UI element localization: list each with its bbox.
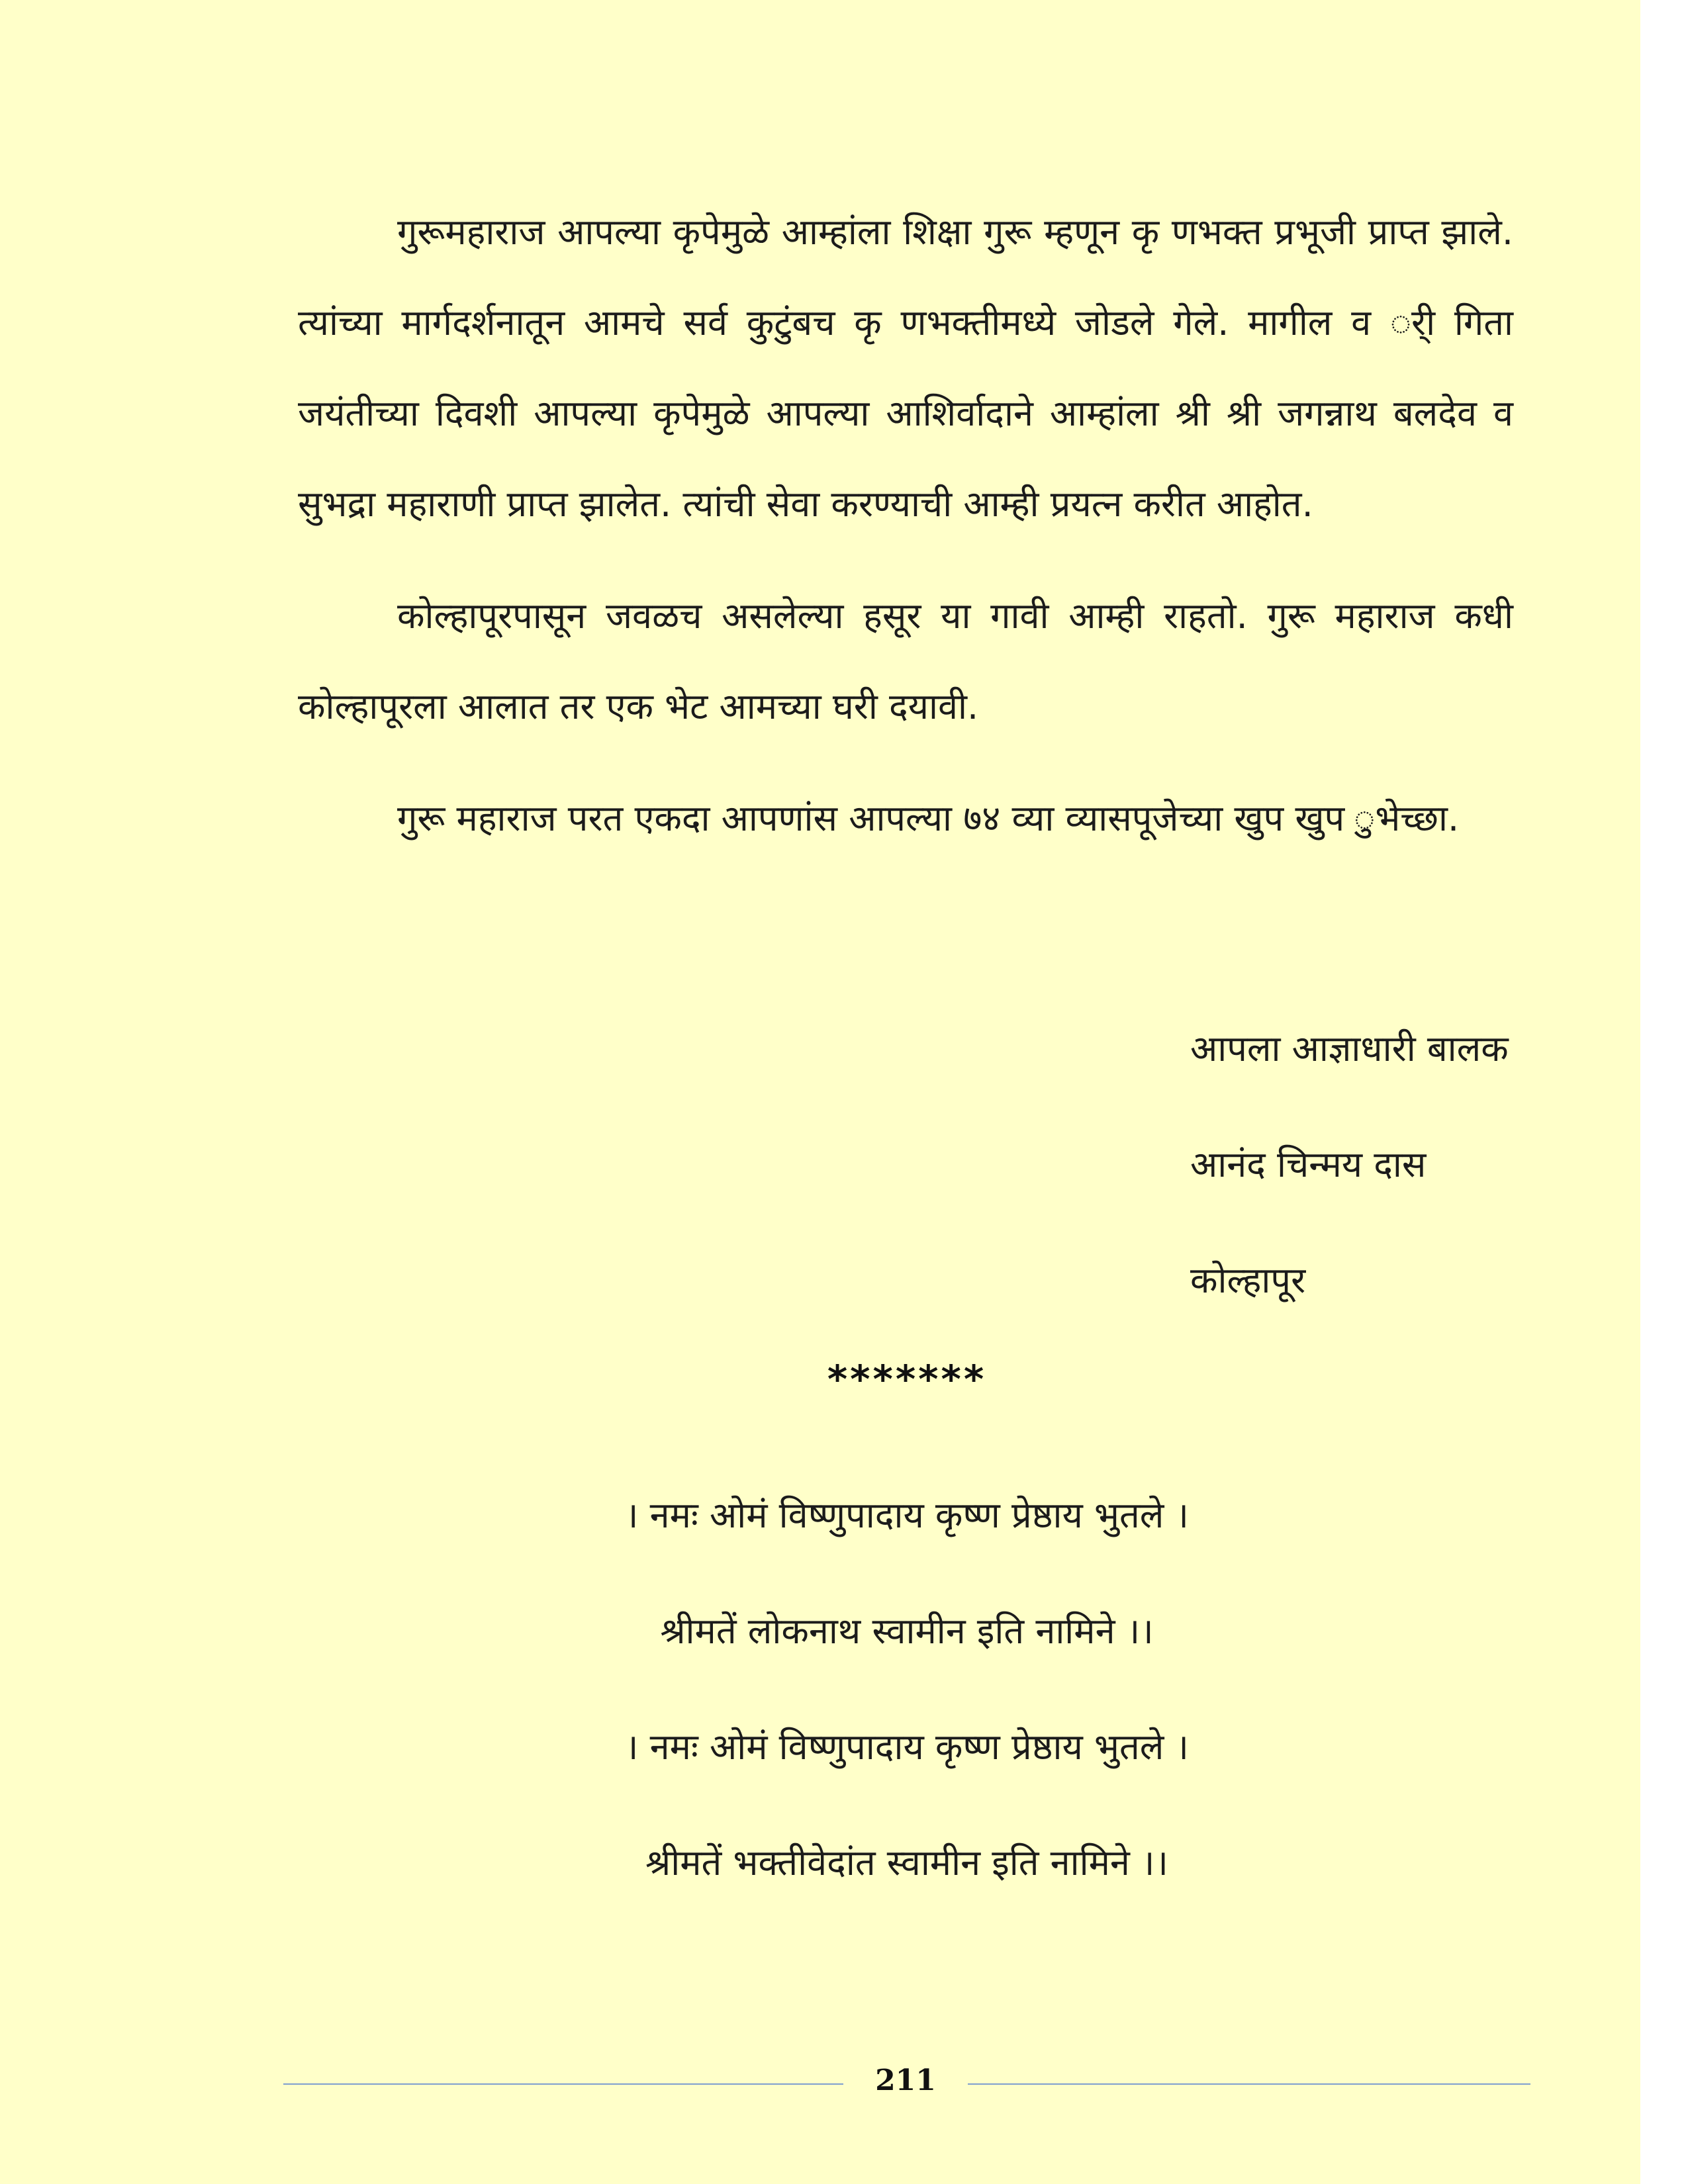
signature-name: आनंद चिन्मय दास <box>1190 1144 1427 1185</box>
footer-rule-right <box>968 2083 1530 2085</box>
verse-line: श्रीमतें भक्तीवेदांत स्वामीन इति नामिने ।। <box>645 1842 1168 1884</box>
verse-line: श्रीमतें लोकनाथ स्वामीन इति नामिने ।। <box>660 1610 1154 1652</box>
body-paragraph: गुरूमहाराज आपल्या कृपेमुळे आम्हांला शिक्षा गुरू म्हणून कृ णभक्त प्रभूजी प्राप्त झाले. त्यांच्या मार्गदर्शनातून आमचे सर्व कुटुंबच कृ णभक्तीमध्ये जोडले गेले. मागील व र्ी गिता जयंतीच्या दिवशी आपल्या कृपेमुळे आपल्या आशिर्वादाने आम्हांला श्री श्री जगन्नाथ बलदेव व सुभद्रा महाराणी प्राप्त झालेत. त्यांची सेवा करण्याची आम्ही प्रयत्न करीत आहोत. <box>298 211 1513 525</box>
page-margin-strip <box>1640 0 1688 2184</box>
section-separator: ******* <box>827 1357 987 1402</box>
body-paragraph: कोल्हापूरपासून जवळच असलेल्या हसूर या गावी आम्ही राहतो. गुरू महाराज कधी कोल्हापूरला आलात तर एक भेट आमच्या घरी दयावी. <box>298 595 1513 727</box>
page-number: 211 <box>875 2064 936 2097</box>
verse-line: । नमः ओमं विष्णुपादाय कृष्ण प्रेष्ठाय भुतले । <box>625 1494 1189 1536</box>
signature-place: कोल्हापूर <box>1190 1259 1306 1301</box>
footer-rule-left <box>283 2083 843 2085</box>
signature-closing: आपला आज्ञाधारी बालक <box>1190 1028 1509 1069</box>
verse-line: । नमः ओमं विष्णुपादाय कृष्ण प्रेष्ठाय भुतले । <box>625 1726 1189 1768</box>
body-paragraph: गुरू महाराज परत एकदा आपणांस आपल्या ७४ व्या व्यासपूजेच्या खुप खुप ुभेच्छा. <box>397 797 1460 839</box>
